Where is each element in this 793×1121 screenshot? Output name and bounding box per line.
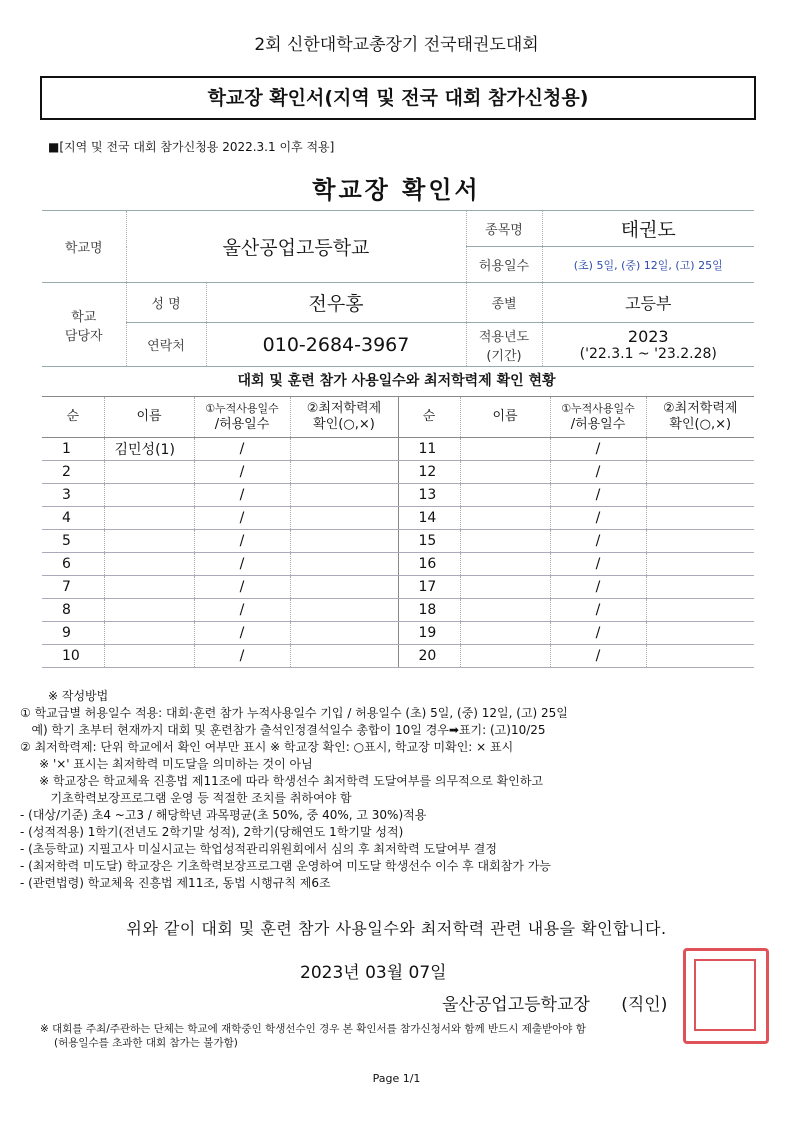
row-days: / [550,576,646,599]
school-name: 울산공업고등학교 [126,211,466,283]
header-check [290,397,398,438]
instruction-line: ※ 학교장은 학교체육 진흥법 제11조에 따라 학생선수 최저학력 도달여부를 의무적으로 확인하고 [20,774,544,788]
row-check [290,484,398,507]
instruction-line: ※ '×' 표시는 최저학력 미도달을 의미하는 것이 아님 [20,757,313,771]
row-no: 8 [42,599,104,622]
instructions-title: ※ 작성방법 [48,689,109,703]
row-days: / [550,484,646,507]
header-days-line-2: /허용일수 [214,417,270,432]
year-value: 2023 [627,327,669,346]
row-name: 김민성(1) [104,438,194,461]
row-check [646,645,754,668]
year-value-cell [542,323,754,367]
row-name [104,553,194,576]
row-days: / [194,622,290,645]
row-days: / [550,553,646,576]
row-name [460,645,550,668]
instructions-section [20,688,780,892]
boxed-title: 학교장 확인서(지역 및 전국 대회 참가신청용) [40,76,756,120]
row-days: / [550,622,646,645]
footer-note [40,1022,780,1050]
row-check [290,645,398,668]
row-name [104,507,194,530]
roster-header-row [42,397,754,438]
row-name [460,576,550,599]
row-days: / [550,530,646,553]
row-days: / [194,645,290,668]
row-days: / [550,599,646,622]
row-no: 15 [398,530,460,553]
row-no: 3 [42,484,104,507]
row-check [290,553,398,576]
row-name [460,530,550,553]
roster-table [42,396,754,668]
header-days [194,397,290,438]
row-days: / [550,461,646,484]
row-days: / [550,438,646,461]
row-no: 10 [42,645,104,668]
row-no: 2 [42,461,104,484]
allowed-days-value: (초) 5일, (중) 12일, (고) 25일 [542,247,754,283]
row-check [646,530,754,553]
row-days: / [194,484,290,507]
instruction-line: 예) 학기 초부터 현재까지 대회 및 훈련참가 출석인정결석일수 총합이 10일 경우➡표기: (고)10/25 [20,723,546,737]
row-no: 18 [398,599,460,622]
name-label: 성 명 [126,283,206,323]
instruction-line: - (최저학력 미도달) 학교장은 기초학력보장프로그램 운영하여 미도달 학생선수 이수 후 대회참가 가능 [20,859,551,873]
row-no: 19 [398,622,460,645]
row-check [290,622,398,645]
row-check [646,438,754,461]
row-name [104,576,194,599]
row-no: 20 [398,645,460,668]
table-row [42,622,754,645]
row-name [104,599,194,622]
row-days: / [550,507,646,530]
row-name [104,484,194,507]
roster-section-title: 대회 및 훈련 참가 사용일수와 최저학력제 확인 현황 [237,373,556,389]
row-no: 12 [398,461,460,484]
manager-label-line-1: 학교 [71,309,97,325]
row-days: / [194,438,290,461]
row-no: 5 [42,530,104,553]
row-check [646,553,754,576]
period-value: ('22.3.1 ~ '23.2.28) [579,346,717,362]
row-days: / [194,530,290,553]
official-seal-inner [694,959,756,1031]
row-check [290,438,398,461]
header-check-line-2: 확인(○,×) [313,417,375,432]
row-no: 16 [398,553,460,576]
instruction-line: ② 최저학력제: 단위 학교에서 확인 여부만 표시 ※ 학교장 확인: ○표시, 학교장 미확인: × 표시 [20,740,514,754]
table-row [42,576,754,599]
apply-note: ■[지역 및 전국 대회 참가신청용 2022.3.1 이후 적용] [48,140,335,154]
footer-note-line-1: ※ 대회를 주최/주관하는 단체는 학교에 재학중인 학생선수인 경우 본 확인서를 참가신청서와 함께 반드시 제출받아야 함 [40,1023,586,1035]
row-days: / [550,645,646,668]
row-check [646,507,754,530]
row-name [104,645,194,668]
manager-label [42,283,126,367]
header-no-right: 순 [398,397,460,438]
row-days: / [194,461,290,484]
instruction-line: 기초학력보장프로그램 운영 등 적절한 조치를 취하여야 함 [20,791,352,805]
table-row [42,461,754,484]
header-name-right: 이름 [460,397,550,438]
row-no: 1 [42,438,104,461]
row-no: 14 [398,507,460,530]
document-title: 학교장 확인서 [312,176,481,204]
row-days: / [194,553,290,576]
instruction-line: ① 학교급별 허용일수 적용: 대회·훈련 참가 누적사용일수 기입 / 허용일수 (초) 5일, (중) 12일, (고) 25일 [20,706,568,720]
row-no: 11 [398,438,460,461]
sport-value: 태권도 [542,211,754,247]
header-check-right-line-2: 확인(○,×) [669,417,732,432]
row-days: / [194,599,290,622]
event-title: 2회 신한대학교총장기 전국태권도대회 [254,35,539,55]
year-label-line-1: 적용년도 [478,329,530,345]
row-check [646,461,754,484]
header-check-line-1: ②최저학력제 [306,401,382,416]
table-row [42,484,754,507]
instruction-line: - (초등학교) 지필고사 미실시교는 학업성적관리위원회에서 심의 후 최저학력 도달여부 결정 [20,842,497,856]
division-value: 고등부 [542,283,754,323]
row-name [460,507,550,530]
row-check [646,599,754,622]
name-value: 전우홍 [206,283,466,323]
footer-note-line-2: (허용일수를 초과한 대회 참가는 불가함) [54,1037,238,1049]
row-check [290,461,398,484]
row-check [646,576,754,599]
row-name [460,599,550,622]
row-check [646,622,754,645]
header-days-right-line-2: /허용일수 [570,417,626,432]
row-check [290,576,398,599]
principal-title: 울산공업고등학교장 [442,995,590,1015]
row-name [460,553,550,576]
header-days-line-1: ①누적사용일수 [205,402,279,415]
row-no: 4 [42,507,104,530]
row-name [460,622,550,645]
header-check-right [646,397,754,438]
confirmation-statement: 위와 같이 대회 및 훈련 참가 사용일수와 최저학력 관련 내용을 확인합니다. [126,919,667,938]
division-label: 종별 [466,283,542,323]
row-name [460,484,550,507]
row-no: 6 [42,553,104,576]
header-check-right-line-1: ②최저학력제 [663,401,738,416]
page-number: Page 1/1 [372,1072,421,1085]
year-label-line-2: (기간) [486,348,522,364]
manager-label-line-2: 담당자 [64,328,103,344]
row-days: / [194,576,290,599]
row-days: / [194,507,290,530]
instruction-line: - (대상/기준) 초4 ~고3 / 해당학년 과목평균(초 50%, 중 40%, 고 30%)적용 [20,808,427,822]
contact-value: 010-2684-3967 [206,323,466,367]
seal-mark: (직인) [621,995,668,1015]
row-name [460,461,550,484]
header-name: 이름 [104,397,194,438]
instruction-line: - (성적적용) 1학기(전년도 2학기말 성적), 2학기(당해연도 1학기말 성적) [20,825,404,839]
row-check [290,530,398,553]
principal-signature [442,990,667,1015]
table-row [42,645,754,668]
row-no: 7 [42,576,104,599]
header-days-right-line-1: ①누적사용일수 [561,402,635,415]
row-no: 17 [398,576,460,599]
table-row [42,599,754,622]
table-row [42,530,754,553]
school-info-table [42,210,754,367]
table-row [42,553,754,576]
row-no: 9 [42,622,104,645]
instruction-line: - (관련법령) 학교체육 진흥법 제11조, 동법 시행규칙 제6조 [20,876,331,890]
issue-date: 2023년 03월 07일 [300,963,447,983]
header-no: 순 [42,397,104,438]
row-name [104,530,194,553]
table-row [42,438,754,461]
year-label [466,323,542,367]
row-name [460,438,550,461]
school-label: 학교명 [42,211,126,283]
row-name [104,461,194,484]
row-check [290,599,398,622]
table-row [42,507,754,530]
allowed-days-label: 허용일수 [466,247,542,283]
row-name [104,622,194,645]
sport-label: 종목명 [466,211,542,247]
contact-label: 연락처 [126,323,206,367]
row-check [646,484,754,507]
header-days-right [550,397,646,438]
row-check [290,507,398,530]
row-no: 13 [398,484,460,507]
